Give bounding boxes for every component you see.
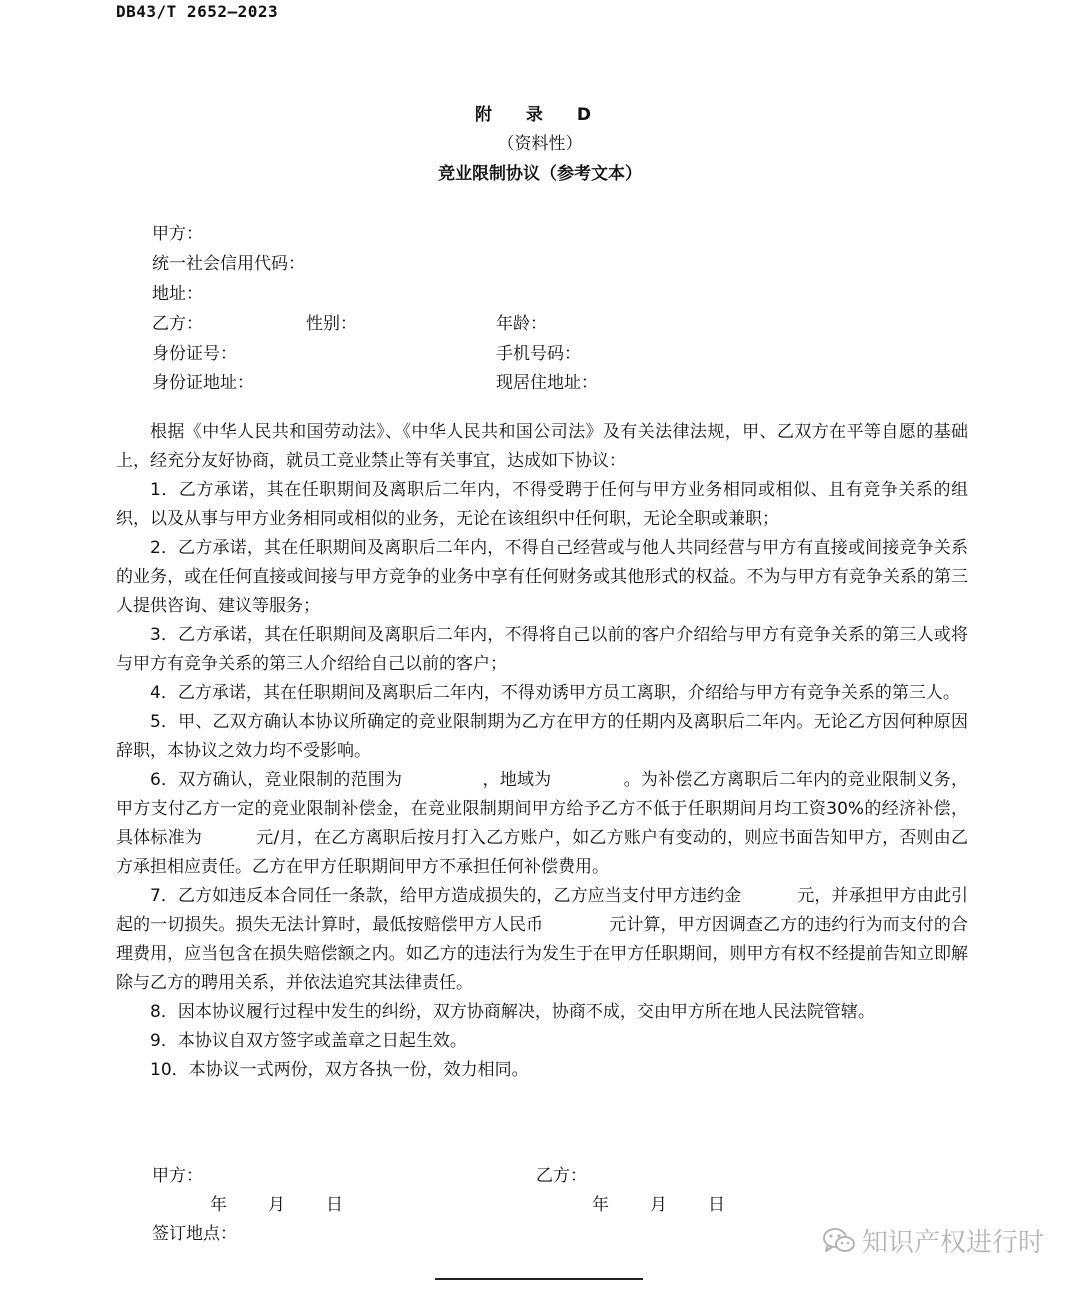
id-address-field: 身份证地址：: [152, 373, 254, 393]
clause-9: 9．本协议自双方签字或盖章之日起生效。: [150, 1031, 467, 1051]
gender-field: 性别：: [306, 314, 357, 334]
clause-7: [116, 882, 968, 998]
clause-6-part-3: 。为补偿乙方离职后二年内的竞业限制义务，甲方支付乙方一定的竞业限制补偿金，在竞业限制期间甲方给予乙方不低于任职期间月均工资30%的经济补偿，具体标准为: [116, 770, 969, 848]
clause-1: 1．乙方承诺，其在任职期间及离职后二年内，不得受聘于任何与甲方业务相同或相似、且有竞争关系的组织，以及从事与甲方业务相同或相似的业务，无论在该组织中任何职，无论全职或兼职；: [116, 480, 968, 529]
clause-5: 5．甲、乙双方确认本协议所确定的竞业限制期为乙方在甲方的任期内及离职后二年内。无论乙方因何种原因辞职，本协议之效力均不受影响。: [116, 712, 968, 761]
credit-code-field: 统一社会信用代码：: [152, 254, 305, 274]
document-title: 竞业限制协议（参考文本）: [438, 164, 642, 184]
agreement-body: [116, 418, 968, 1085]
signing-place: 签订地点：: [152, 1224, 237, 1244]
address-field: 地址：: [152, 284, 203, 304]
party-b-day-label: 日: [708, 1195, 725, 1215]
watermark: [822, 1222, 1044, 1259]
clause-7-part-1: 7．乙方如违反本合同任一条款，给甲方造成损失的，乙方应当支付甲方违约金: [150, 886, 742, 906]
clause-6-part-2: ，地域为: [482, 770, 552, 790]
party-a-month-label: 月: [268, 1195, 285, 1215]
clause-7-part-2: 元，并承担甲方由此引起的一切损失。损失无法计算时，最低按赔偿甲方人民币: [116, 886, 968, 935]
clause-4: 4．乙方承诺，其在任职期间及离职后二年内，不得劝诱甲方员工离职，介绍给与甲方有竞争关系的第三人。: [150, 683, 960, 703]
wechat-icon: [822, 1226, 856, 1256]
clause-6-part-1: 6．双方确认，竞业限制的范围为: [150, 770, 403, 790]
footer-rule: [435, 1278, 643, 1280]
intro-paragraph: 根据《中华人民共和国劳动法》、《中华人民共和国公司法》及有关法律法规，甲、乙双方在平等自愿的基础上，经充分友好协商，就员工竞业禁止等有关事宜，达成如下协议：: [116, 422, 968, 471]
appendix-nature: （资料性）: [497, 134, 583, 154]
clause-6: [116, 766, 968, 882]
clause-10: 10．本协议一式两份，双方各执一份，效力相同。: [150, 1060, 529, 1080]
party-a-year-label: 年: [210, 1195, 227, 1215]
clause-8: 8．因本协议履行过程中发生的纠纷，双方协商解决，协商不成，交由甲方所在地人民法院管辖。: [150, 1002, 875, 1022]
party-a-field: 甲方：: [152, 224, 203, 244]
party-b-month-label: 月: [650, 1195, 667, 1215]
clause-2: 2．乙方承诺，其在任职期间及离职后二年内，不得自己经营或与他人共同经营与甲方有直接或间接竞争关系的业务，或在任何直接或间接与甲方竞争的业务中享有任何财务或其他形式的权益。不为与甲方有竞争关系的第三人提供咨询、建议等服务；: [116, 538, 968, 616]
party-b-year-label: 年: [592, 1195, 609, 1215]
signature-party-a: 甲方：: [152, 1166, 203, 1186]
clause-3: 3．乙方承诺，其在任职期间及离职后二年内，不得将自己以前的客户介绍给与甲方有竞争关系的第三人或将与甲方有竞争关系的第三人介绍给自己以前的客户；: [116, 625, 968, 674]
phone-field: 手机号码：: [496, 344, 581, 364]
standard-code: DB43/T 2652—2023: [116, 2, 279, 21]
party-a-day-label: 日: [326, 1195, 343, 1215]
appendix-title: 附 录 D: [475, 105, 605, 125]
id-number-field: 身份证号：: [152, 344, 237, 364]
signature-party-b: 乙方：: [536, 1166, 587, 1186]
age-field: 年龄：: [496, 314, 547, 334]
clause-6-part-4: 元/月，在乙方离职后按月打入乙方账户，如乙方账户有变动的，则应书面告知甲方，否则由乙方承担相应责任。乙方在甲方任职期间甲方不承担任何补偿费用。: [116, 828, 968, 877]
current-address-field: 现居住地址：: [496, 373, 598, 393]
watermark-text: 知识产权进行时: [862, 1228, 1045, 1258]
clause-7-part-3: 元计算，甲方因调查乙方的违约行为而支付的合理费用，应当包含在损失赔偿额之内。如乙方的违法行为发生于在甲方任职期间，则甲方有权不经提前告知立即解除与乙方的聘用关系，并依法追究其法律责任。: [116, 915, 969, 993]
party-b-field: 乙方：: [152, 314, 203, 334]
